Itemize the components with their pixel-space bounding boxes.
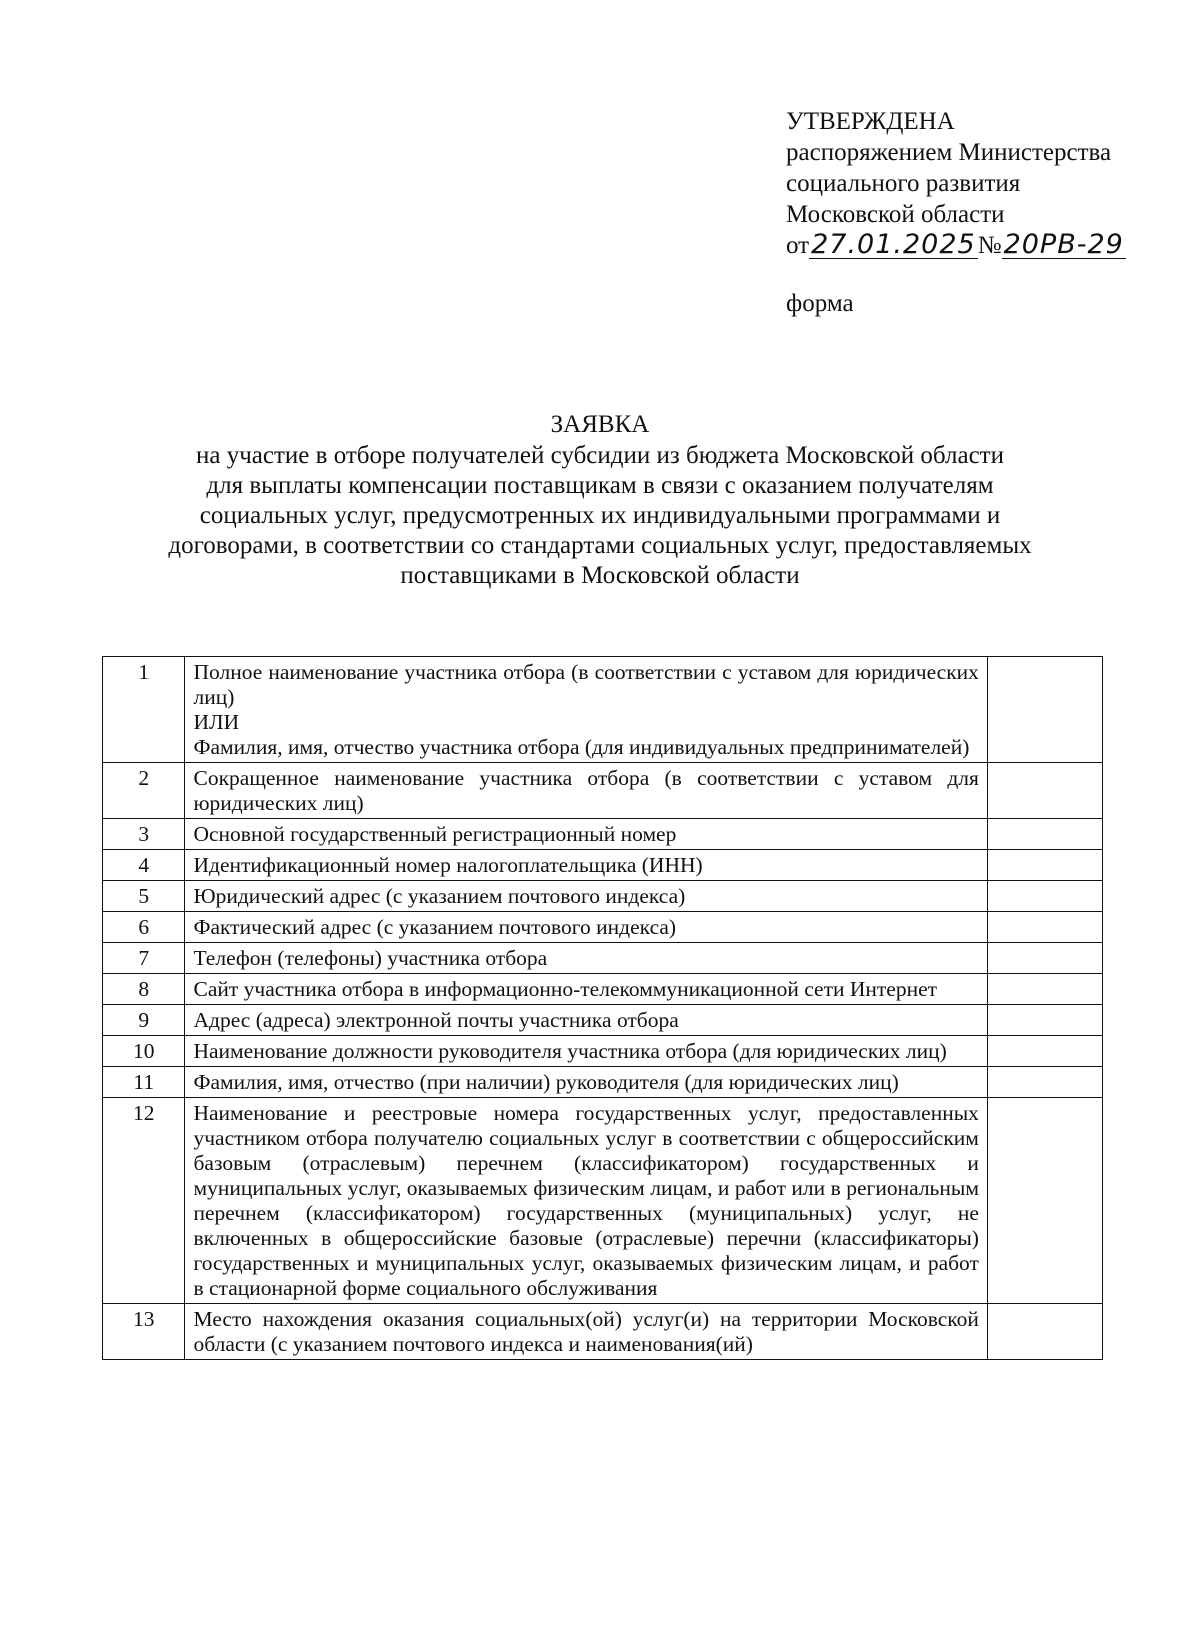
approval-line-1: распоряжением Министерства (786, 139, 1112, 166)
row-number: 13 (103, 1304, 185, 1360)
title-line-5: поставщиками в Московской области (400, 562, 800, 589)
title-line-2: для выплаты компенсации поставщикам в связи с оказанием получателям (206, 472, 994, 499)
row-number: 4 (103, 850, 185, 881)
row-number: 1 (103, 657, 185, 763)
title-heading: ЗАЯВКА (550, 411, 650, 438)
table-row (103, 912, 1103, 943)
row-value-cell[interactable] (987, 1304, 1102, 1360)
table-row (103, 881, 1103, 912)
row-value-cell[interactable] (987, 943, 1102, 974)
title-line-1: на участие в отборе получателей субсидии из бюджета Московской области (196, 442, 1004, 469)
row-text: Идентификационный номер налогоплательщика (ИНН) (185, 850, 987, 881)
row-value-cell[interactable] (987, 763, 1102, 819)
row-value-cell[interactable] (987, 881, 1102, 912)
approval-stamp-block (786, 106, 1126, 261)
table-row (103, 943, 1103, 974)
row-text: Сокращенное наименование участника отбора (в соответствии с уставом для юридических лиц) (185, 763, 987, 819)
row-number: 8 (103, 974, 185, 1005)
row-text: Адрес (адреса) электронной почты участника отбора (185, 1005, 987, 1036)
row-value-cell[interactable] (987, 819, 1102, 850)
row-value-cell[interactable] (987, 912, 1102, 943)
row-text-part: Полное наименование участника отбора (в соответствии с уставом для юридических лиц) (193, 660, 979, 709)
row-value-cell[interactable] (987, 1005, 1102, 1036)
approval-line-2: социального развития (786, 170, 1021, 197)
row-text-or: ИЛИ (193, 710, 240, 734)
row-value-cell[interactable] (987, 850, 1102, 881)
approval-line-3: Московской области (786, 201, 1005, 228)
table-row (103, 1036, 1103, 1067)
row-number: 6 (103, 912, 185, 943)
row-text: Основной государственный регистрационный номер (185, 819, 987, 850)
form-label: форма (786, 290, 854, 317)
row-text: Наименование и реестровые номера государственных услуг, предоставленных участником отбора получателю социальных услуг в соответствии с общероссийским базовым (отраслевым) перечнем (классификатором) государственных и муниципальных услуг, оказываемых физическим лицам, и работ или в региональным перечнем (классификатором) государственных (муниципальных) услуг, не включенных в общероссийские базовые (отраслевые) перечни (классификаторы) государственных и муниципальных услуг, оказываемых физическим лицам, и работ в стационарной форме социального обслуживания (185, 1098, 987, 1304)
row-text: Наименование должности руководителя участника отбора (для юридических лиц) (185, 1036, 987, 1067)
table-row (103, 974, 1103, 1005)
row-text-part: Фамилия, имя, отчество участника отбора (для индивидуальных предпринимателей) (193, 735, 970, 759)
title-line-3: социальных услуг, предусмотренных их индивидуальными программами и (199, 502, 1001, 529)
row-text: Место нахождения оказания социальных(ой) услуг(и) на территории Московской области (с указанием почтового индекса и наименования(ий) (185, 1304, 987, 1360)
table-row (103, 1067, 1103, 1098)
row-value-cell[interactable] (987, 657, 1102, 763)
approval-date-line (786, 230, 1126, 261)
row-number: 5 (103, 881, 185, 912)
approval-from-label: от (786, 232, 810, 259)
table-row (103, 819, 1103, 850)
row-value-cell[interactable] (987, 1036, 1102, 1067)
row-number: 12 (103, 1098, 185, 1304)
row-text: Фактический адрес (с указанием почтового индекса) (185, 912, 987, 943)
application-table (102, 656, 1103, 1360)
table-row (103, 1098, 1103, 1304)
row-text: Юридический адрес (с указанием почтового индекса) (185, 881, 987, 912)
approval-number-sign: № (977, 232, 1002, 259)
approval-handwritten-date: 27.01.2025 (811, 229, 976, 260)
table-row (103, 1005, 1103, 1036)
row-text: Телефон (телефоны) участника отбора (185, 943, 987, 974)
row-text: Сайт участника отбора в информационно-телекоммуникационной сети Интернет (185, 974, 987, 1005)
table-row (103, 850, 1103, 881)
row-value-cell[interactable] (987, 1067, 1102, 1098)
table-row (103, 657, 1103, 763)
table-row (103, 763, 1103, 819)
title-line-4: договорами, в соответствии со стандартами социальных услуг, предоставляемых (168, 532, 1032, 559)
approval-heading: УТВЕРЖДЕНА (786, 108, 955, 135)
approval-handwritten-number: 20РВ-29 (1003, 229, 1124, 260)
table-row (103, 1304, 1103, 1360)
row-number: 11 (103, 1067, 185, 1098)
row-number: 3 (103, 819, 185, 850)
row-number: 2 (103, 763, 185, 819)
row-number: 10 (103, 1036, 185, 1067)
row-text: Фамилия, имя, отчество (при наличии) руководителя (для юридических лиц) (185, 1067, 987, 1098)
row-value-cell[interactable] (987, 1098, 1102, 1304)
row-number: 7 (103, 943, 185, 974)
row-value-cell[interactable] (987, 974, 1102, 1005)
row-text (185, 657, 987, 763)
document-title (100, 410, 1100, 591)
row-number: 9 (103, 1005, 185, 1036)
